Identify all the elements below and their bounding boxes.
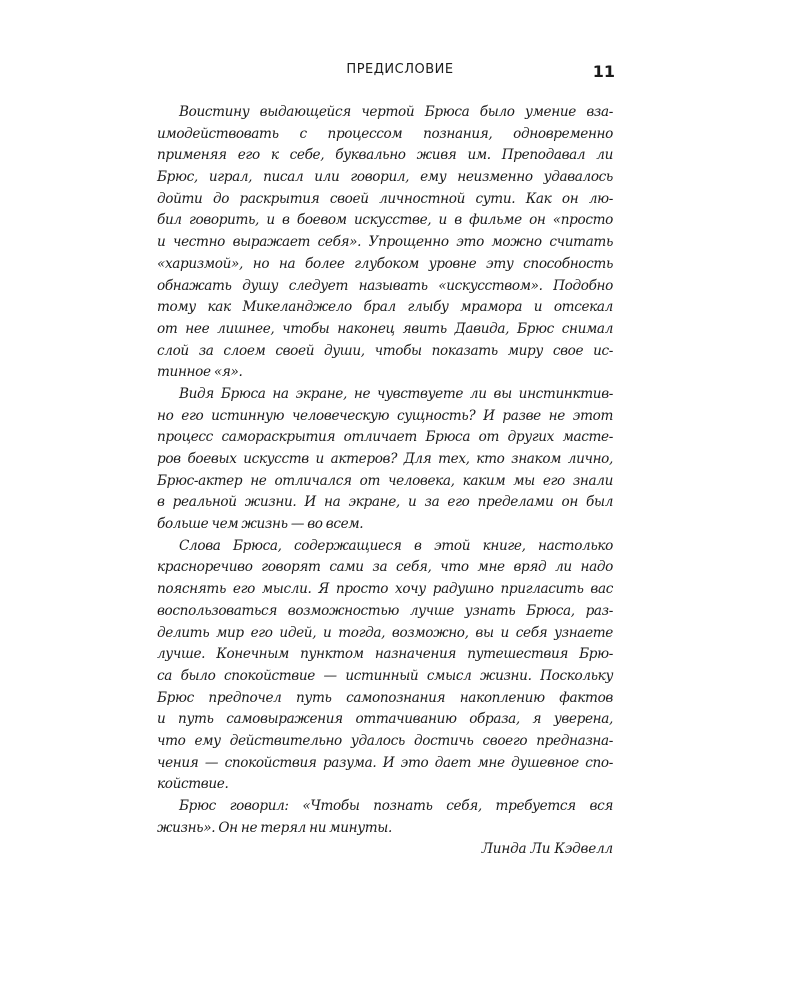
text-line: что ему действительно удалось достичь своего предназна-	[157, 732, 613, 749]
text-line: са было спокойствие — истинный смысл жизни. Поскольку	[157, 667, 613, 684]
text-line: Брюс предпочел путь самопознания накоплению фактов	[157, 689, 613, 706]
text-line: ров боевых искусств и актеров? Для тех, кто знаком лично,	[157, 451, 613, 467]
text-line: бил говорить, и в боевом искусстве, и в фильме он «просто	[157, 212, 613, 229]
text-line: «харизмой», но на более глубоком уровне эту способность	[157, 255, 613, 272]
text-line: койствие.	[157, 776, 229, 793]
text-line: Брюс говорил: «Чтобы познать себя, требуется вся	[179, 798, 613, 814]
paragraph	[157, 536, 613, 796]
running-head-title: ПРЕДИСЛОВИЕ	[346, 62, 454, 77]
paragraph	[157, 796, 613, 839]
text-line: красноречиво говорят сами за себя, что мне вряд ли надо	[157, 559, 613, 576]
text-line: делить мир его идей, и тогда, возможно, вы и себя узнаете	[157, 624, 613, 641]
text-line: дойти до раскрытия своей личностной сути. Как он лю-	[157, 190, 613, 207]
paragraph	[157, 384, 613, 536]
text-line: Брюс-актер не отличался от человека, каким мы его знали	[157, 472, 613, 489]
author-signature: Линда Ли Кэдвелл	[481, 841, 613, 858]
text-line: чения — спокойствия разума. И это дает мне душевное спо-	[157, 754, 613, 771]
text-line: Воистину выдающейся чертой Брюса было умение вза-	[179, 104, 613, 120]
text-line: но его истинную человеческую сущность? И разве не этот	[157, 407, 613, 424]
page-number: 11	[592, 62, 615, 81]
text-line: и честно выражает себя». Упрощенно это можно считать	[157, 234, 613, 251]
text-line: в реальной жизни. И на экране, и за его пределами он был	[157, 494, 613, 511]
text-line: лучше. Конечным пунктом назначения путешествия Брю-	[157, 646, 613, 663]
text-line: имодействовать с процессом познания, одновременно	[157, 125, 613, 142]
text-line: тинное «я».	[157, 364, 243, 381]
text-line: больше чем жизнь — во всем.	[157, 516, 364, 533]
text-line: применяя его к себе, буквально живя им. Преподавал ли	[157, 147, 613, 164]
text-line: тому как Микеланджело брал глыбу мрамора и отсекал	[157, 299, 613, 316]
text-line: от нее лишнее, чтобы наконец явить Давида, Брюс снимал	[157, 320, 613, 337]
paragraph	[157, 102, 613, 384]
text-line: Слова Брюса, содержащиеся в этой книге, настолько	[179, 537, 613, 554]
text-line: и путь самовыражения оттачиванию образа, я уверена,	[157, 711, 613, 728]
text-line: процесс самораскрытия отличает Брюса от других масте-	[157, 429, 613, 446]
text-line: воспользоваться возможностью лучше узнать Брюса, раз-	[157, 602, 613, 619]
foreword-text	[157, 102, 613, 861]
text-line: обнажать душу следует называть «искусством». Подобно	[157, 277, 613, 294]
text-line: жизнь». Он не терял ни минуты.	[157, 819, 392, 836]
paragraphs-container	[157, 102, 613, 839]
text-line: Брюс, играл, писал или говорил, ему неизменно удавалось	[157, 169, 613, 186]
text-line: слой за слоем своей души, чтобы показать миру свое ис-	[157, 342, 613, 359]
text-line: пояснять его мысли. Я просто хочу радушно пригласить вас	[157, 581, 613, 598]
text-line: Видя Брюса на экране, не чувствуете ли вы инстинктив-	[179, 385, 613, 402]
